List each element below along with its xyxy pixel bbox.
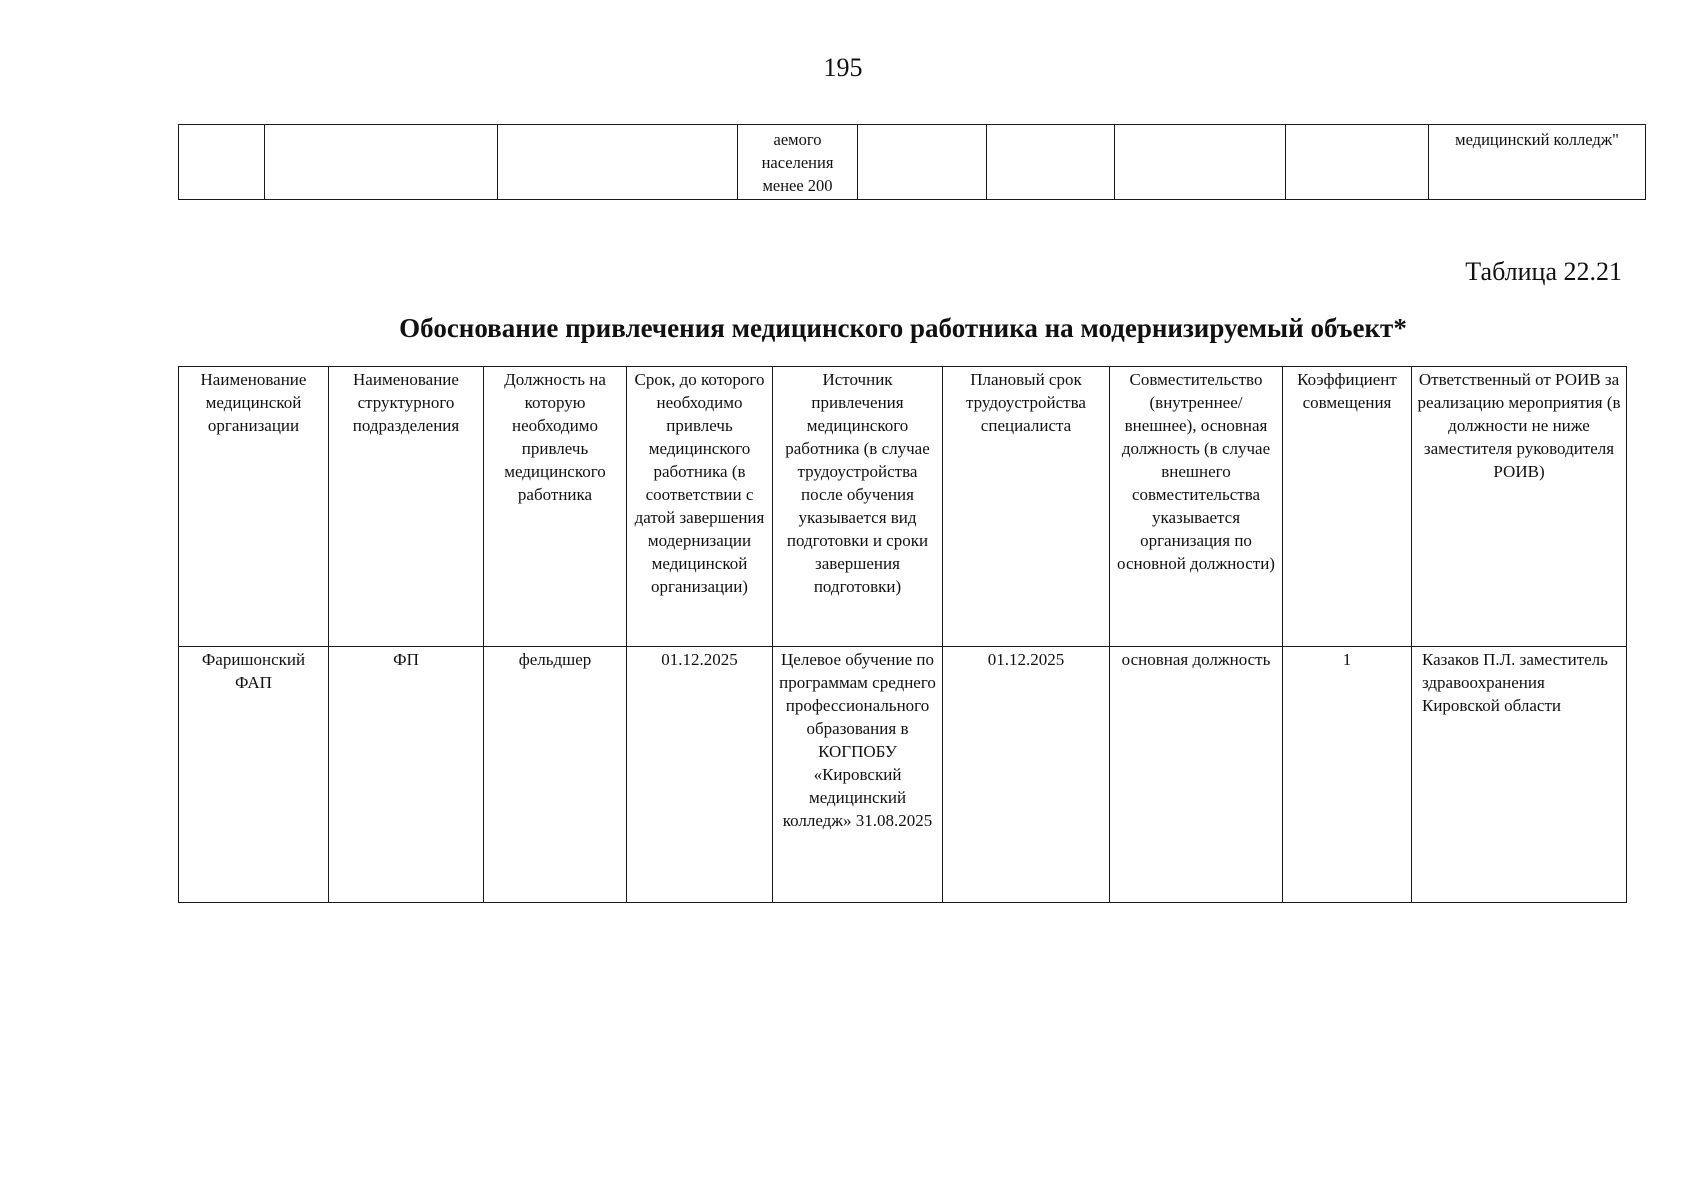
cell-combination: основная должность	[1110, 647, 1283, 903]
continuation-cell	[179, 125, 265, 200]
cell-deadline: 01.12.2025	[627, 647, 773, 903]
continuation-table	[178, 124, 1646, 200]
header-combination: Совместительство (внутреннее/внешнее), основная должность (в случае внешнего совместительства указывается организация по основной должности)	[1110, 367, 1283, 647]
continuation-cell-college: медицинский колледж"	[1429, 125, 1646, 200]
header-subdivision: Наименование структурного подразделения	[329, 367, 484, 647]
continuation-cell	[265, 125, 498, 200]
continuation-cell	[498, 125, 738, 200]
header-planned-date: Плановый срок трудоустройства специалиста	[943, 367, 1110, 647]
cell-coefficient: 1	[1283, 647, 1412, 903]
cell-source: Целевое обучение по программам среднего профессионального образования в КОГПОБУ «Кировский медицинский колледж» 31.08.2025	[773, 647, 943, 903]
header-responsible: Ответственный от РОИВ за реализацию мероприятия (в должности не ниже заместителя руководителя РОИВ)	[1412, 367, 1627, 647]
cell-organization: Фаришонский ФАП	[179, 647, 329, 903]
table-label: Таблица 22.21	[1465, 257, 1622, 286]
header-coefficient: Коэффициент совмещения	[1283, 367, 1412, 647]
continuation-row	[179, 125, 1646, 200]
main-table	[178, 366, 1627, 903]
header-source: Источник привлечения медицинского работника (в случае трудоустройства после обучения указывается вид подготовки и сроки завершения подготовки)	[773, 367, 943, 647]
continuation-cell	[1286, 125, 1429, 200]
table-row	[179, 647, 1627, 903]
header-position: Должность на которую необходимо привлечь медицинского работника	[484, 367, 627, 647]
header-organization: Наименование медицинской организации	[179, 367, 329, 647]
page-number: 195	[823, 53, 863, 82]
continuation-cell-population: аемого населения менее 200	[738, 125, 858, 200]
continuation-cell	[1115, 125, 1286, 200]
continuation-cell	[858, 125, 987, 200]
cell-responsible: Казаков П.Л. заместитель здравоохранения Кировской области	[1412, 647, 1627, 903]
cell-position: фельдшер	[484, 647, 627, 903]
cell-planned-date: 01.12.2025	[943, 647, 1110, 903]
cell-subdivision: ФП	[329, 647, 484, 903]
header-row	[179, 367, 1627, 647]
table-title: Обоснование привлечения медицинского работника на модернизируемый объект*	[399, 313, 1407, 343]
header-deadline: Срок, до которого необходимо привлечь медицинского работника (в соответствии с датой завершения модернизации медицинской организации)	[627, 367, 773, 647]
continuation-cell	[987, 125, 1115, 200]
